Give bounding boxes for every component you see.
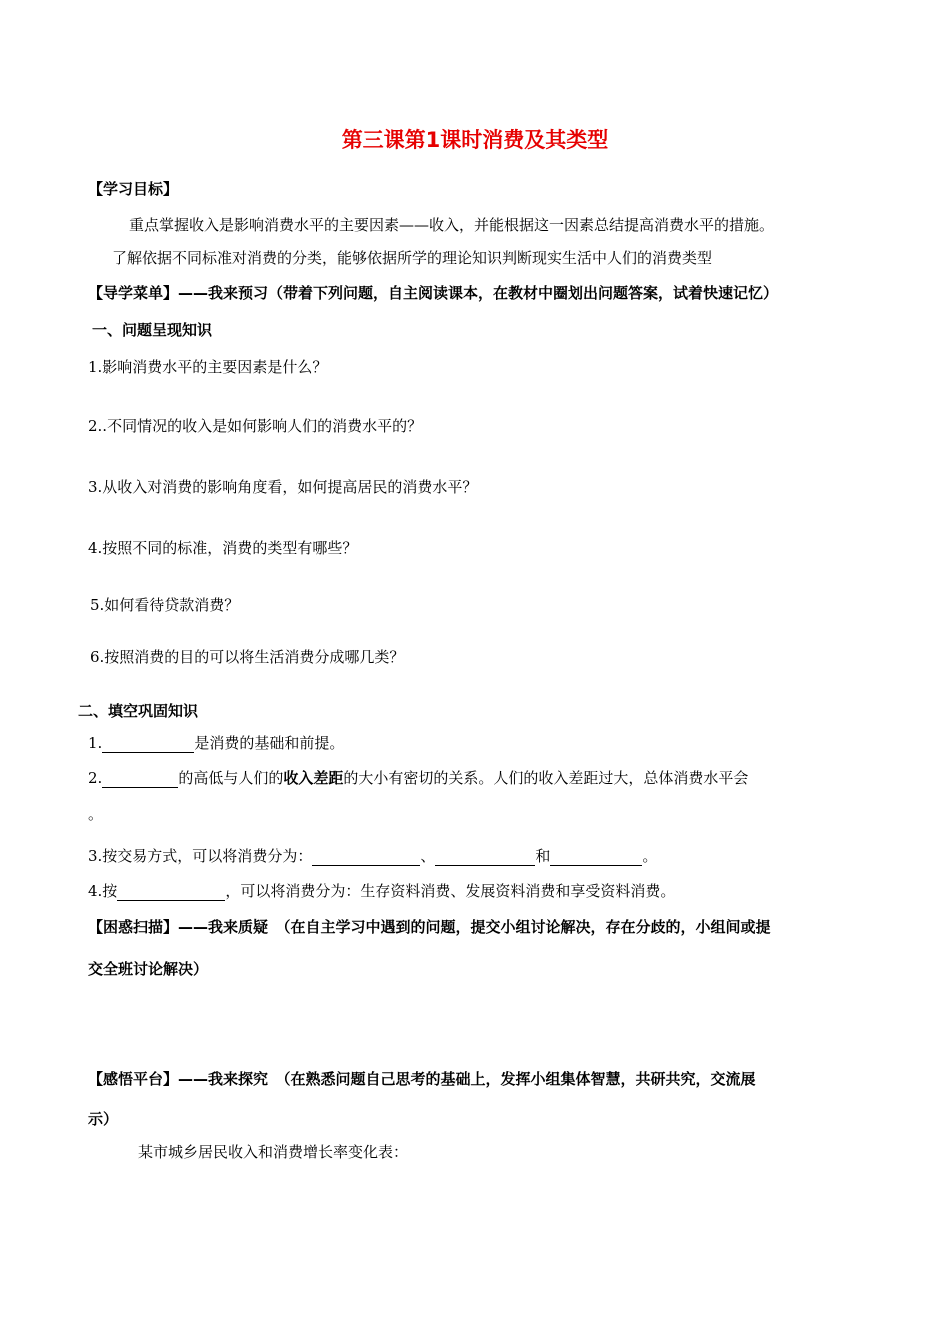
objectives-heading: 【学习目标】 xyxy=(88,180,179,198)
fill-q4-suffix: ，可以将消费分为：生存资料消费、发展资料消费和享受资料消费。 xyxy=(225,882,676,900)
fill-q2-mid1: 的高低与人们的 xyxy=(178,769,284,787)
question-3: 3.从收入对消费的影响角度看，如何提高居民的消费水平？ xyxy=(88,478,478,496)
objectives-line-2: 了解依据不同标准对消费的分类，能够依据所学的理论知识判断现实生活中人们的消费类型 xyxy=(112,249,713,267)
answer-blank-2[interactable] xyxy=(102,771,178,788)
question-5: 5.如何看待贷款消费？ xyxy=(90,596,240,614)
objectives-line-1: 重点掌握收入是影响消费水平的主要因素——收入，并能根据这一因素总结提高消费水平的措施。 xyxy=(129,216,775,234)
question-2: 2..不同情况的收入是如何影响人们的消费水平的？ xyxy=(88,417,423,435)
guide-heading: 【导学菜单】——我来预习（带着下列问题，自主阅读课本，在教材中圈划出问题答案，试着快速记忆） xyxy=(88,284,779,302)
fill-question-2 xyxy=(88,767,748,788)
fill-q3-sep1: 、 xyxy=(420,847,436,865)
answer-blank-1[interactable] xyxy=(102,736,194,753)
fill-q2-mid2: 的大小有密切的关系。人们的收入差距过大，总体消费水平会 xyxy=(343,769,749,787)
fill-q3-prefix: 3.按交易方式，可以将消费分为： xyxy=(88,847,313,865)
section-1-heading: 一、问题呈现知识 xyxy=(92,321,213,339)
puzzle-line-2: 交全班讨论解决） xyxy=(88,960,209,978)
fill-question-4 xyxy=(88,880,675,901)
question-4: 4.按照不同的标准，消费的类型有哪些？ xyxy=(88,539,358,557)
page-title: 第三课第1课时消费及其类型 xyxy=(341,128,609,152)
section-2-heading: 二、填空巩固知识 xyxy=(78,702,199,720)
fill-q3-end: 。 xyxy=(642,847,658,865)
question-6: 6.按照消费的目的可以将生活消费分成哪几类？ xyxy=(90,648,405,666)
table-caption: 某市城乡居民收入和消费增长率变化表： xyxy=(138,1143,409,1161)
fill-q2-prefix: 2. xyxy=(88,769,103,787)
fill-q2-bold: 收入差距 xyxy=(283,769,344,787)
fill-q1-suffix: 是消费的基础和前提。 xyxy=(194,734,345,752)
puzzle-line-1: 【困惑扫描】——我来质疑 （在自主学习中遇到的问题，提交小组讨论解决，存在分歧的，小组间或提 xyxy=(88,918,771,936)
fill-q1-prefix: 1. xyxy=(88,734,103,752)
fill-question-3 xyxy=(88,845,657,866)
answer-blank-4[interactable] xyxy=(117,884,225,901)
insight-line-2: 示） xyxy=(88,1110,119,1128)
insight-line-1: 【感悟平台】——我来探究 （在熟悉问题自己思考的基础上，发挥小组集体智慧，共研共究，交流展 xyxy=(88,1070,756,1088)
fill-q4-prefix: 4.按 xyxy=(88,882,118,900)
fill-q2-end: 。 xyxy=(88,805,104,823)
answer-blank-3a[interactable] xyxy=(312,849,420,866)
fill-q3-sep2: 和 xyxy=(535,847,551,865)
question-1: 1.影响消费水平的主要因素是什么？ xyxy=(88,358,328,376)
answer-blank-3c[interactable] xyxy=(550,849,642,866)
answer-blank-3b[interactable] xyxy=(435,849,535,866)
fill-question-1 xyxy=(88,732,344,753)
